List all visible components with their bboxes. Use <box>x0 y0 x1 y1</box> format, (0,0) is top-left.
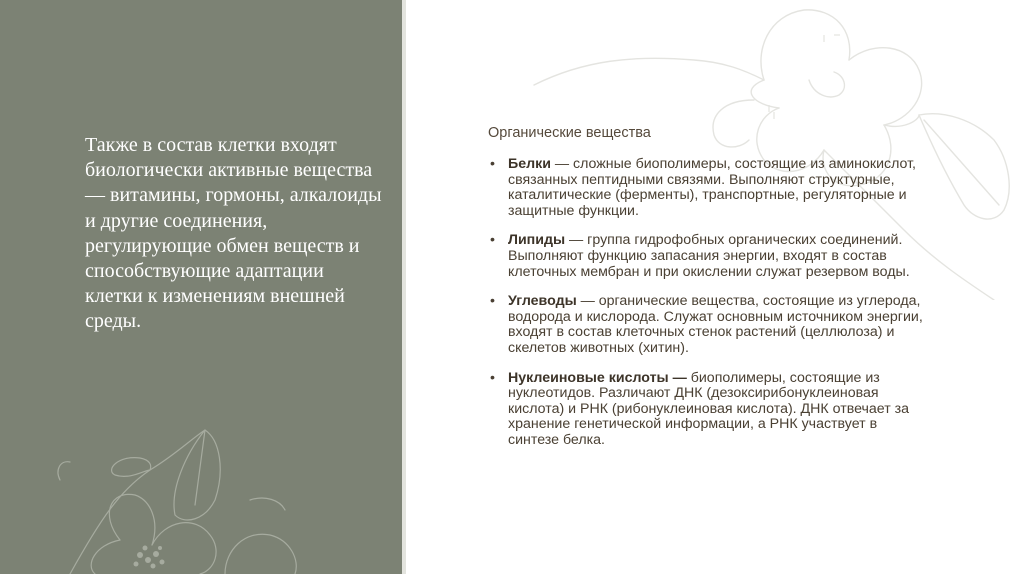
item-text: — группа гидрофобных органических соединений. Выполняют функцию запасания энергии, входят в состав клеточных мембран и при окислении служат резервом воды. <box>508 232 910 280</box>
list-item <box>488 233 928 280</box>
bullet-icon: • <box>490 156 495 172</box>
bullet-icon: • <box>490 232 495 249</box>
left-panel <box>0 0 402 574</box>
item-term: Углеводы <box>508 293 577 310</box>
right-content <box>488 125 928 463</box>
item-term: Белки <box>508 156 551 172</box>
item-text: — сложные биополимеры, состоящие из аминокислот, связанных пептидными связями. Выполняют структурные, каталитические (ферменты), транспортные, регуляторные и защитные функции. <box>508 156 917 219</box>
section-title: Органические вещества <box>488 125 651 141</box>
list-item <box>488 157 928 219</box>
item-term: Липиды <box>508 232 566 249</box>
list-item <box>488 371 928 449</box>
list-item <box>488 294 928 356</box>
bullet-list <box>488 157 928 449</box>
left-paragraph: Также в состав клетки входят биологически активные вещества — витамины, гормоны, алкалоиды и другие соединения, регулирующие обмен веществ и способствующие адаптации клетки к изменениям внешней среды. <box>85 134 382 333</box>
bullet-icon: • <box>490 369 495 386</box>
bullet-icon: • <box>490 293 495 310</box>
item-term: Нуклеиновые кислоты — <box>508 369 687 386</box>
item-text: биополимеры, состоящие из нуклеотидов. Различают ДНК (дезоксирибонуклеиновая кислота) и РНК (рибонуклеиновая кислота). ДНК отвечает за хранение генетической информации, а РНК участвует в синтезе белка. <box>508 369 910 448</box>
item-text: — органические вещества, состоящие из углерода, водорода и кислорода. Служат основным источником энергии, входят в состав клеточных стенок растений (целлюлоза) и скелетов животных (хитин). <box>508 293 923 356</box>
panel-divider <box>402 0 406 574</box>
